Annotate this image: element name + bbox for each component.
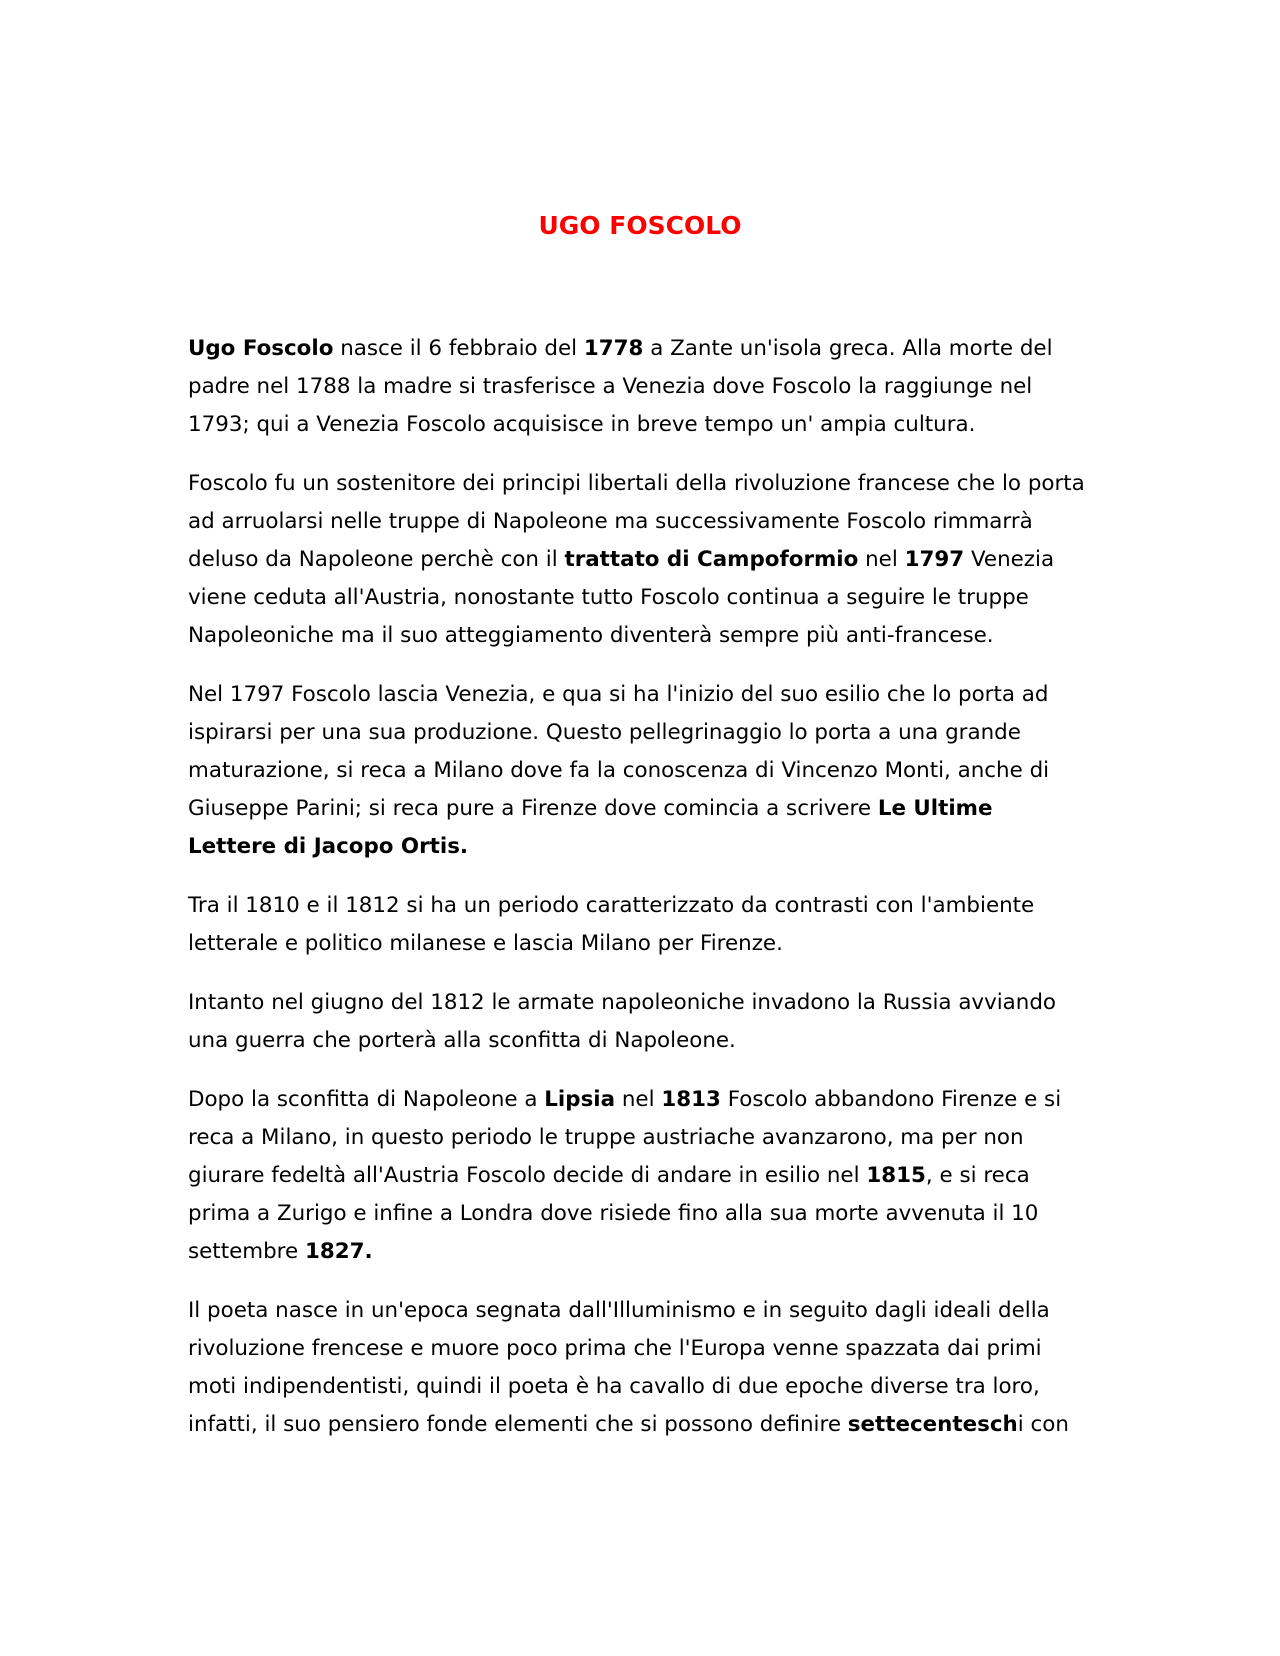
text-run: Tra il 1810 e il 1812 si ha un periodo caratterizzato da contrasti con l'ambiente letterale e politico milanese e lascia Milano per Firenze. — [188, 893, 1035, 956]
document-body — [188, 330, 1088, 1444]
bold-text-run: 1778 — [583, 336, 644, 361]
text-run: Foscolo fu un sostenitore dei principi libertali della rivoluzione francese che lo porta ad arruolarsi nelle truppe di Napoleone ma successivamente Foscolo rimmarrà deluso da Napoleone perchè con il — [188, 471, 1085, 572]
paragraph — [188, 1081, 1088, 1271]
paragraph — [188, 1292, 1088, 1444]
text-run: nasce il 6 febbraio del — [333, 336, 584, 361]
bold-text-run: 1815 — [866, 1163, 926, 1188]
paragraph — [188, 984, 1088, 1060]
bold-text-run: 1827. — [304, 1239, 373, 1264]
text-run: Il poeta nasce in un'epoca segnata dall'Illuminismo e in seguito dagli ideali della rivoluzione frencese e muore poco prima che l'Europa venne spazzata dai primi moti indipendentisti, quindi il poeta è ha cavallo di due epoche diverse tra loro, infatti, il suo pensiero fonde elementi che si possono definire — [188, 1298, 1050, 1437]
paragraph — [188, 465, 1088, 655]
text-run: Nel 1797 Foscolo lascia Venezia, e qua si ha l'inizio del suo esilio che lo porta ad ispirarsi per una sua produzione. Questo pellegrinaggio lo porta a una grande maturazione, si reca a Milano dove fa la conoscenza di Vincenzo Monti, anche di Giuseppe Parini; si reca pure a Firenze dove comincia a scrivere — [188, 682, 1050, 821]
bold-text-run: 1797 — [904, 547, 965, 572]
bold-text-run: 1813 — [661, 1087, 721, 1112]
text-run: a Zante un'isola greca. Alla morte del padre nel 1788 la madre si trasferisce a Venezia dove Foscolo la raggiunge nel 1793; qui a Venezia Foscolo acquisisce in breve tempo un' ampia cultura. — [188, 336, 1053, 437]
text-run: nel — [858, 547, 905, 572]
bold-text-run: Le Ultime Lettere di Jacopo Ortis. — [188, 796, 993, 859]
text-run: Venezia viene ceduta all'Austria, nonostante tutto Foscolo continua a seguire le truppe Napoleoniche ma il suo atteggiamento diventerà sempre più anti-francese. — [188, 547, 1055, 648]
document-title: UGO FOSCOLO — [538, 211, 742, 240]
bold-text-run: settecentesch — [847, 1412, 1018, 1437]
text-run: Intanto nel giugno del 1812 le armate napoleoniche invadono la Russia avviando una guerra che porterà alla sconfitta di Napoleone. — [188, 990, 1057, 1053]
text-run: Foscolo abbandono Firenze e si reca a Milano, in questo periodo le truppe austriache avanzarono, ma per non giurare fedeltà all'Austria Foscolo decide di andare in esilio nel — [188, 1087, 1062, 1188]
bold-text-run: trattato di Campoformio — [564, 547, 859, 572]
bold-text-run: Ugo Foscolo — [188, 336, 334, 361]
text-run: , e si reca prima a Zurigo e infine a Londra dove risiede fino alla sua morte avvenuta il 10 settembre — [188, 1163, 1039, 1264]
paragraph — [188, 887, 1088, 963]
text-run: i con — [1017, 1412, 1069, 1437]
text-run: nel — [615, 1087, 662, 1112]
bold-text-run: Lipsia — [544, 1087, 616, 1112]
paragraph — [188, 330, 1088, 444]
text-run: Dopo la sconfitta di Napoleone a — [188, 1087, 545, 1112]
paragraph — [188, 676, 1088, 866]
